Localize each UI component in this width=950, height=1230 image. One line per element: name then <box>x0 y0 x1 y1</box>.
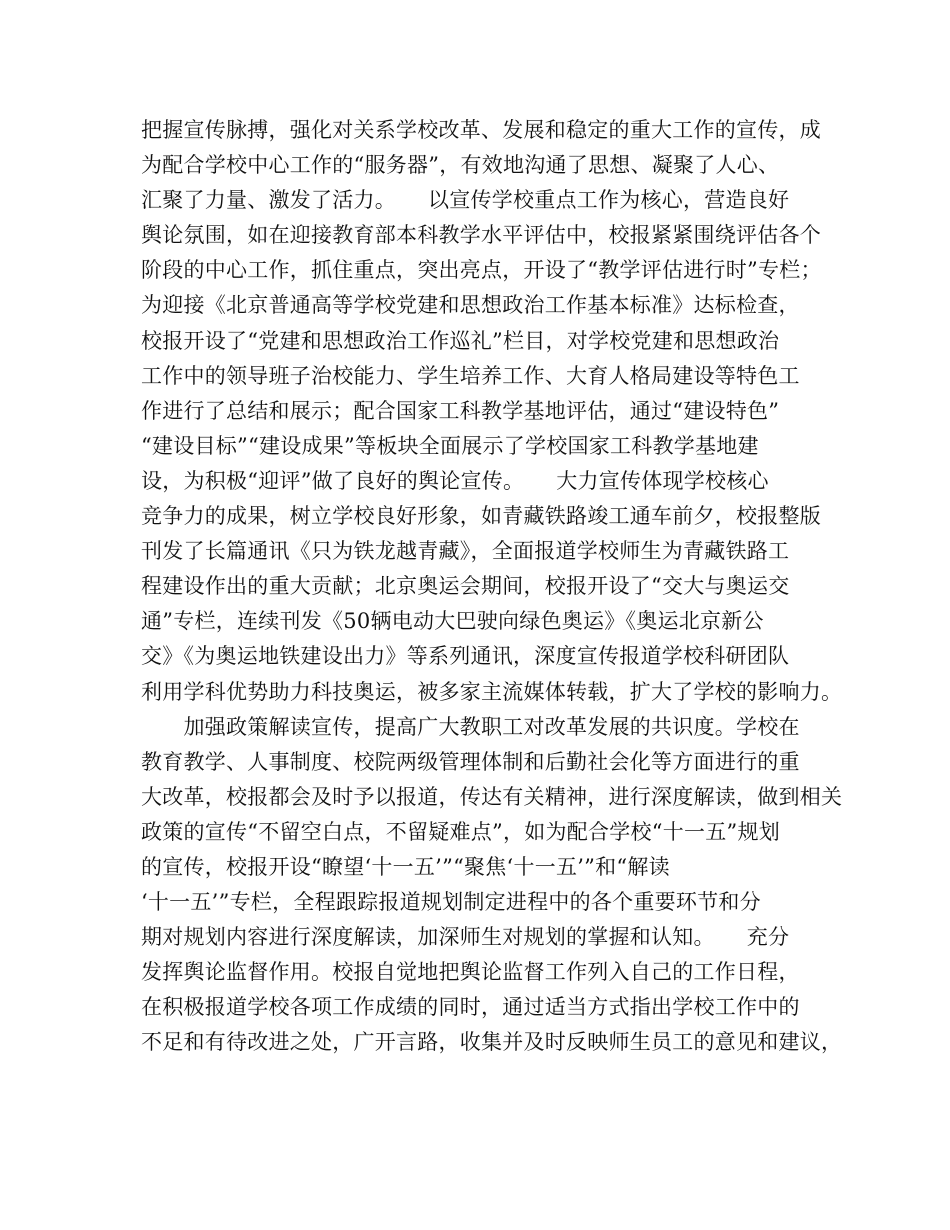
text-line: “建设目标”“建设成果”等板块全面展示了学校国家工科教学基地建 <box>141 433 759 458</box>
text-line: 校报开设了“党建和思想政治工作巡礼”栏目，对学校党建和思想政治 <box>141 328 780 353</box>
text-line: ‘十一五’”专栏，全程跟踪报道规划制定进程中的各个重要环节和分 <box>141 890 761 915</box>
text-line: 作进行了总结和展示；配合国家工科教学基地评估，通过“建设特色” <box>141 398 780 423</box>
text-line: 把握宣传脉搏，强化对关系学校改革、发展和稳定的重大工作的宣传，成 <box>141 118 821 142</box>
text-line: 刊发了长篇通讯《只为铁龙越青藏》，全面报道学校师生为青藏铁路工 <box>141 539 790 564</box>
text-line: 加强政策解读宣传，提高广大教职工对改革发展的共识度。学校在 <box>141 714 800 739</box>
text-line: 汇聚了力量、激发了活力。 以宣传学校重点工作为核心，营造良好 <box>141 188 790 213</box>
text-line: 程建设作出的重大贡献；北京奥运会期间，校报开设了“交大与奥运交 <box>141 574 790 599</box>
text-line: 的宣传，校报开设“瞭望‘十一五’”“聚焦‘十一五’”和“解读 <box>141 854 670 879</box>
text-line: 发挥舆论监督作用。校报自觉地把舆论监督工作列入自己的工作日程， <box>141 960 800 985</box>
text-line: 为迎接《北京普通高等学校党建和思想政治工作基本标准》达标检查， <box>141 293 800 318</box>
text-line: 不足和有待改进之处，广开言路，收集并及时反映师生员工的意见和建议， <box>141 1030 843 1055</box>
body-text <box>141 113 843 1061</box>
text-line: 交》《为奥运地铁建设出力》等系列通讯，深度宣传报道学校科研团队 <box>141 644 790 669</box>
text-line: 通”专栏，连续刊发《50辆电动大巴驶向绿色奥运》《奥运北京新公 <box>141 609 764 634</box>
text-line: 在积极报道学校各项工作成绩的同时，通过适当方式指出学校工作中的 <box>141 995 800 1020</box>
text-line: 设，为积极“迎评”做了良好的舆论宣传。 大力宣传体现学校核心 <box>141 468 769 493</box>
text-line: 竞争力的成果，树立学校良好形象，如青藏铁路竣工通车前夕，校报整版 <box>141 504 821 529</box>
text-line: 舆论氛围，如在迎接教育部本科教学水平评估中，校报紧紧围绕评估各个 <box>141 223 821 248</box>
text-line: 大改革，校报都会及时予以报道，传达有关精神，进行深度解读，做到相关 <box>141 784 843 809</box>
text-line: 利用学科优势助力科技奥运，被多家主流媒体转载，扩大了学校的影响力。 <box>141 679 843 704</box>
text-line: 教育教学、人事制度、校院两级管理体制和后勤社会化等方面进行的重 <box>141 749 800 774</box>
text-line: 期对规划内容进行深度解读，加深师生对规划的掌握和认知。 充分 <box>141 925 790 950</box>
text-line: 工作中的领导班子治校能力、学生培养工作、大育人格局建设等特色工 <box>141 363 800 388</box>
text-line: 为配合学校中心工作的“服务器”，有效地沟通了思想、凝聚了人心、 <box>141 153 780 178</box>
text-line: 阶段的中心工作，抓住重点，突出亮点，开设了“教学评估进行时”专栏； <box>141 258 822 283</box>
text-line: 政策的宣传“不留空白点，不留疑难点”，如为配合学校“十一五”规划 <box>141 819 780 844</box>
